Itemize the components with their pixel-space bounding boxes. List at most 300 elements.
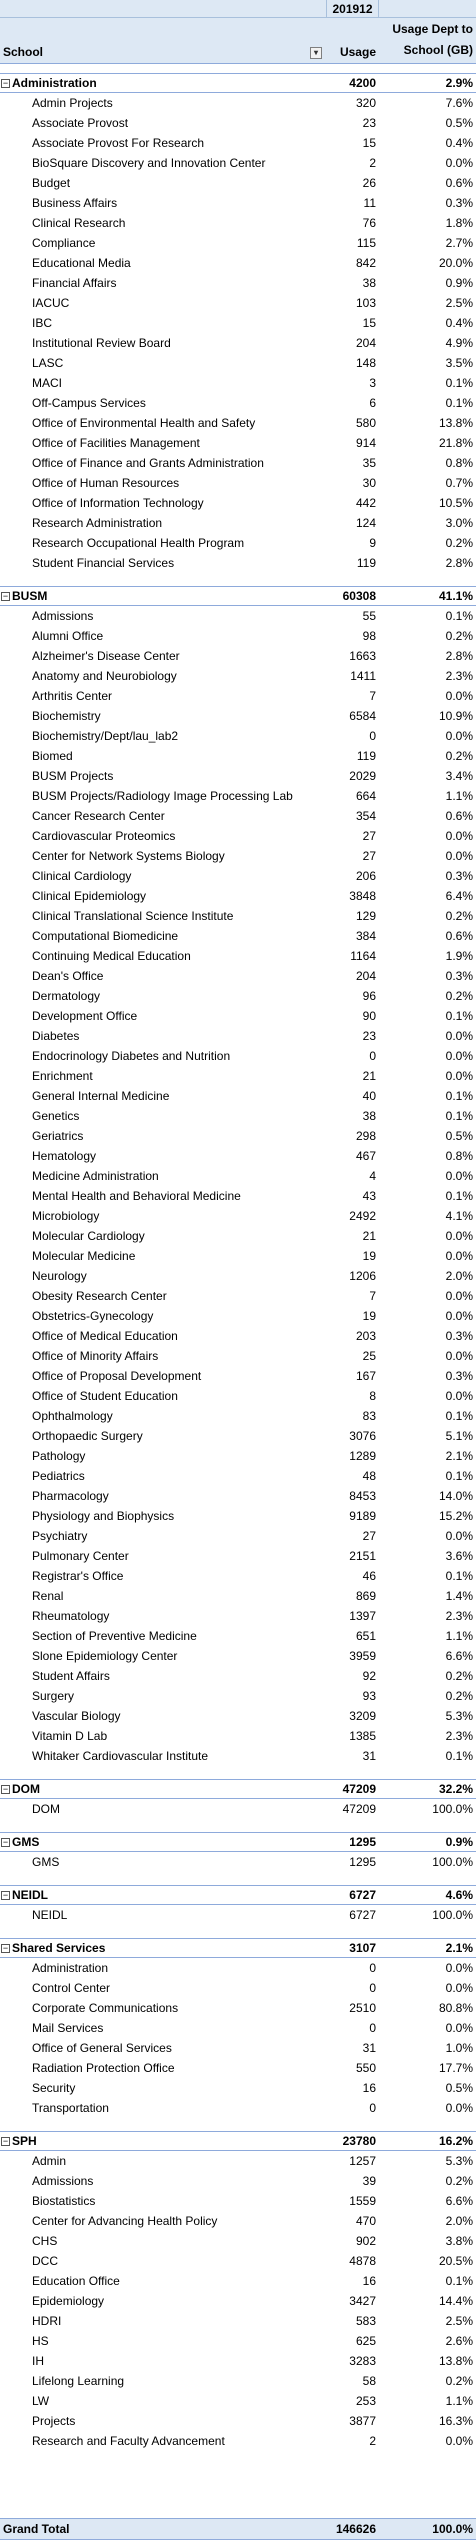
table-row: [0, 986, 476, 1006]
table-row: [0, 1706, 476, 1726]
dept-usage: 115: [356, 236, 376, 250]
dept-pct: 0.1%: [445, 1569, 473, 1583]
table-row: [0, 2038, 476, 2058]
dept-name: Arthritis Center: [32, 689, 113, 703]
group-name-cell: [0, 2132, 326, 2150]
dept-usage: 1295: [349, 1855, 376, 1869]
dept-usage: 4878: [349, 2254, 376, 2268]
dept-pct: 1.4%: [445, 1589, 473, 1603]
usage-column-header: Usage: [339, 45, 376, 59]
dept-name: Biochemistry: [32, 709, 101, 723]
dept-usage: 0: [369, 1961, 376, 1975]
dept-pct: 0.5%: [445, 2081, 473, 2095]
dept-pct: 13.8%: [438, 2354, 473, 2368]
dept-pct: 0.2%: [445, 749, 473, 763]
dept-name: Research Occupational Health Program: [32, 536, 245, 550]
table-row: [0, 1746, 476, 1766]
group-row: [0, 1832, 476, 1852]
group-pct: 2.1%: [445, 1941, 473, 1955]
dept-usage: 651: [355, 1629, 376, 1643]
table-row: [0, 413, 476, 433]
dept-usage: 55: [362, 609, 376, 623]
dept-pct: 2.0%: [445, 1269, 473, 1283]
dept-pct: 0.0%: [445, 2021, 473, 2035]
dept-name: Office of Environmental Health and Safety: [32, 416, 256, 430]
dept-pct: 0.1%: [445, 1109, 473, 1123]
dept-pct: 4.9%: [445, 336, 473, 350]
dept-name: Computational Biomedicine: [32, 929, 179, 943]
dept-pct: 5.1%: [445, 1429, 473, 1443]
table-row: [0, 1426, 476, 1446]
collapse-minus-icon[interactable]: −: [2, 2135, 9, 2146]
table-row: [0, 2171, 476, 2191]
dept-name: Alzheimer's Disease Center: [32, 649, 180, 663]
dept-pct: 4.1%: [445, 1209, 473, 1223]
dept-name: Clinical Research: [32, 216, 126, 230]
dept-name: Educational Media: [32, 256, 131, 270]
dept-pct: 0.9%: [445, 276, 473, 290]
dept-name: Office of Minority Affairs: [32, 1349, 159, 1363]
group-usage: 60308: [342, 589, 376, 603]
dept-usage: 23: [362, 1029, 376, 1043]
dept-usage: 9189: [349, 1509, 376, 1523]
dept-name: Neurology: [32, 1269, 87, 1283]
dept-usage: 2492: [349, 1209, 376, 1223]
dept-usage: 96: [362, 989, 376, 1003]
table-row: [0, 1406, 476, 1426]
group-pct: 0.9%: [445, 1835, 473, 1849]
dept-name: Projects: [32, 2414, 76, 2428]
dept-name: Hematology: [32, 1149, 97, 1163]
dept-usage: 869: [355, 1589, 376, 1603]
table-row: [0, 293, 476, 313]
dept-name: Office of Human Resources: [32, 476, 180, 490]
dept-usage: 298: [355, 1129, 376, 1143]
table-row: [0, 606, 476, 626]
table-row: [0, 946, 476, 966]
table-row: [0, 2271, 476, 2291]
dept-usage: 203: [355, 1329, 376, 1343]
dept-name: Enrichment: [32, 1069, 93, 1083]
dept-pct: 0.0%: [445, 1169, 473, 1183]
dept-pct: 6.6%: [445, 1649, 473, 1663]
table-row: [0, 1146, 476, 1166]
group-name: SPH: [12, 2134, 37, 2148]
dept-usage: 8453: [349, 1489, 376, 1503]
table-row: [0, 1852, 476, 1872]
collapse-minus-icon[interactable]: −: [2, 1942, 9, 1953]
table-row: [0, 1486, 476, 1506]
table-row: [0, 1306, 476, 1326]
dept-usage: 98: [362, 629, 376, 643]
group-row: [0, 73, 476, 93]
dept-usage: 0: [369, 1981, 376, 1995]
dept-usage: 1411: [350, 669, 376, 683]
dept-usage: 914: [355, 436, 376, 450]
dept-usage: 583: [355, 2314, 376, 2328]
group-usage: 1295: [349, 1835, 376, 1849]
dept-usage: 47209: [342, 1802, 376, 1816]
dept-name: IACUC: [32, 296, 70, 310]
table-row: [0, 1206, 476, 1226]
group-name-cell: [0, 1780, 326, 1798]
dept-pct: 0.5%: [445, 116, 473, 130]
dept-name: Orthopaedic Surgery: [32, 1429, 143, 1443]
dept-name: Whitaker Cardiovascular Institute: [32, 1749, 209, 1763]
dept-usage: 7: [369, 1289, 376, 1303]
table-row: [0, 1799, 476, 1819]
table-row: [0, 1166, 476, 1186]
dept-pct: 0.2%: [445, 909, 473, 923]
dept-name: Control Center: [32, 1981, 111, 1995]
dept-pct: 0.0%: [445, 1069, 473, 1083]
dept-name: Lifelong Learning: [32, 2374, 125, 2388]
dept-usage: 167: [355, 1369, 376, 1383]
dept-pct: 2.5%: [445, 2314, 473, 2328]
dept-usage: 3959: [349, 1649, 376, 1663]
dept-usage: 43: [362, 1189, 376, 1203]
dept-name: Biochemistry/Dept/lau_lab2: [32, 729, 179, 743]
table-row: [0, 1186, 476, 1206]
table-row: [0, 906, 476, 926]
group-pct: 32.2%: [438, 1782, 473, 1796]
dept-pct: 0.0%: [445, 689, 473, 703]
group-usage: 23780: [342, 2134, 376, 2148]
dept-pct: 0.0%: [445, 156, 473, 170]
group-row: [0, 1938, 476, 1958]
dept-name: Security: [32, 2081, 76, 2095]
dept-pct: 0.0%: [445, 1229, 473, 1243]
table-row: [0, 1586, 476, 1606]
dept-name: NEIDL: [32, 1908, 68, 1922]
group-pct: 2.9%: [445, 76, 473, 90]
dept-name: Obstetrics-Gynecology: [32, 1309, 154, 1323]
dept-name: Medicine Administration: [32, 1169, 159, 1183]
dept-pct: 0.0%: [445, 1309, 473, 1323]
table-row: [0, 453, 476, 473]
dept-pct: 0.0%: [445, 829, 473, 843]
table-row: [0, 2191, 476, 2211]
dept-usage: 384: [355, 929, 376, 943]
dept-pct: 10.5%: [438, 496, 473, 510]
dept-usage: 27: [362, 1529, 376, 1543]
dept-usage: 27: [362, 829, 376, 843]
dept-name: Office of Medical Education: [32, 1329, 178, 1343]
dept-name: Dermatology: [32, 989, 101, 1003]
table-row: [0, 213, 476, 233]
table-row: [0, 2431, 476, 2451]
dept-usage: 664: [355, 789, 376, 803]
dept-usage: 35: [362, 456, 376, 470]
dept-name: Vitamin D Lab: [32, 1729, 108, 1743]
group-name-cell: [0, 74, 326, 92]
dept-name: Research Administration: [32, 516, 163, 530]
dept-name: Development Office: [32, 1009, 138, 1023]
group-pct: 41.1%: [438, 589, 473, 603]
dept-name: Office of Finance and Grants Administration: [32, 456, 264, 470]
dept-usage: 58: [362, 2374, 376, 2388]
dept-pct: 21.8%: [438, 436, 473, 450]
table-row: [0, 726, 476, 746]
dept-pct: 5.3%: [445, 2154, 473, 2168]
table-row: [0, 2331, 476, 2351]
table-row: [0, 353, 476, 373]
dept-pct: 0.1%: [445, 1009, 473, 1023]
dept-pct: 100.0%: [432, 1802, 473, 1816]
dept-pct: 14.4%: [438, 2294, 473, 2308]
dept-name: Obesity Research Center: [32, 1289, 167, 1303]
dept-name: BioSquare Discovery and Innovation Center: [32, 156, 266, 170]
dept-pct: 0.1%: [445, 1749, 473, 1763]
dept-usage: 2: [369, 2434, 376, 2448]
dept-name: Transportation: [32, 2101, 109, 2115]
dept-name: Physiology and Biophysics: [32, 1509, 175, 1523]
table-row: [0, 1086, 476, 1106]
dept-pct: 0.0%: [445, 2101, 473, 2115]
group-name: BUSM: [12, 589, 48, 603]
dept-usage: 103: [355, 296, 376, 310]
dept-name: Geriatrics: [32, 1129, 84, 1143]
dept-pct: 1.0%: [445, 2041, 473, 2055]
collapse-minus-icon[interactable]: −: [2, 1889, 9, 1900]
collapse-minus-icon[interactable]: −: [2, 590, 9, 601]
table-row: [0, 706, 476, 726]
table-row: [0, 766, 476, 786]
table-row: [0, 866, 476, 886]
dept-usage: 0: [369, 729, 376, 743]
dept-pct: 16.3%: [438, 2414, 473, 2428]
dept-pct: 6.6%: [445, 2194, 473, 2208]
table-row: [0, 886, 476, 906]
group-row: [0, 1779, 476, 1799]
dept-usage: 4: [369, 1169, 376, 1183]
table-row: [0, 113, 476, 133]
dept-name: Corporate Communications: [32, 2001, 179, 2015]
dept-usage: 6584: [349, 709, 376, 723]
dept-usage: 19: [362, 1309, 376, 1323]
dept-usage: 0: [369, 2021, 376, 2035]
collapse-minus-icon[interactable]: −: [2, 1783, 9, 1794]
dept-pct: 0.2%: [445, 2374, 473, 2388]
table-row: [0, 533, 476, 553]
dept-name: Genetics: [32, 1109, 80, 1123]
dept-name: Off-Campus Services: [32, 396, 146, 410]
table-row: [0, 1386, 476, 1406]
table-row: [0, 1326, 476, 1346]
dept-pct: 0.4%: [445, 136, 473, 150]
dept-name: DCC: [32, 2254, 58, 2268]
table-row: [0, 2411, 476, 2431]
table-row: [0, 513, 476, 533]
dept-pct: 0.0%: [445, 849, 473, 863]
dept-usage: 8: [369, 1389, 376, 1403]
dept-name: Clinical Translational Science Institute: [32, 909, 234, 923]
dept-name: Diabetes: [32, 1029, 80, 1043]
table-row: [0, 153, 476, 173]
dept-usage: 16: [362, 2274, 376, 2288]
dept-name: IH: [32, 2354, 44, 2368]
dept-usage: 38: [362, 276, 376, 290]
group-name-cell: [0, 1833, 326, 1851]
dept-pct: 0.0%: [445, 1249, 473, 1263]
dept-usage: 7: [369, 689, 376, 703]
dept-pct: 0.1%: [445, 396, 473, 410]
collapse-minus-icon[interactable]: −: [2, 77, 9, 88]
table-row: [0, 373, 476, 393]
table-row: [0, 1266, 476, 1286]
dept-pct: 0.0%: [445, 1981, 473, 1995]
table-row: [0, 253, 476, 273]
dept-name: Center for Advancing Health Policy: [32, 2214, 218, 2228]
group-usage: 6727: [349, 1888, 376, 1902]
table-row: [0, 173, 476, 193]
dept-name: Rheumatology: [32, 1609, 110, 1623]
dept-name: Pharmacology: [32, 1489, 109, 1503]
table-row: [0, 2291, 476, 2311]
dept-pct: 0.2%: [445, 536, 473, 550]
dept-usage: 40: [362, 1089, 376, 1103]
period-label: 201912: [326, 0, 379, 17]
group-usage: 4200: [349, 76, 376, 90]
table-row: [0, 2391, 476, 2411]
group-row: [0, 1885, 476, 1905]
dept-name: Molecular Cardiology: [32, 1229, 145, 1243]
table-row: [0, 273, 476, 293]
dept-name: GMS: [32, 1855, 60, 1869]
group-name: DOM: [12, 1782, 40, 1796]
table-row: [0, 1366, 476, 1386]
dept-name: Admissions: [32, 2174, 94, 2188]
table-row: [0, 1066, 476, 1086]
dept-name: Psychiatry: [32, 1529, 88, 1543]
dept-pct: 20.0%: [438, 256, 473, 270]
dept-pct: 0.1%: [445, 1409, 473, 1423]
dept-name: Ophthalmology: [32, 1409, 113, 1423]
dept-pct: 0.3%: [445, 1329, 473, 1343]
table-row: [0, 1566, 476, 1586]
dept-name: Cardiovascular Proteomics: [32, 829, 176, 843]
table-row: [0, 1626, 476, 1646]
dept-usage: 3283: [349, 2354, 376, 2368]
group-row: [0, 586, 476, 606]
group-name-cell: [0, 1939, 326, 1957]
dept-pct: 2.3%: [445, 1609, 473, 1623]
dept-pct: 5.3%: [445, 1709, 473, 1723]
dept-name: General Internal Medicine: [32, 1089, 170, 1103]
dept-pct: 0.3%: [445, 969, 473, 983]
table-row: [0, 1346, 476, 1366]
dept-pct: 0.2%: [445, 2174, 473, 2188]
table-row: [0, 193, 476, 213]
dept-name: LASC: [32, 356, 64, 370]
dept-usage: 2: [369, 156, 376, 170]
dept-usage: 550: [355, 2061, 376, 2075]
table-row: [0, 1998, 476, 2018]
dept-usage: 3076: [349, 1429, 376, 1443]
group-usage: 47209: [342, 1782, 376, 1796]
table-row: [0, 1246, 476, 1266]
table-row: [0, 686, 476, 706]
dept-usage: 90: [362, 1009, 376, 1023]
dept-usage: 3848: [349, 889, 376, 903]
dept-name: BUSM Projects: [32, 769, 114, 783]
group-usage: 3107: [349, 1941, 376, 1955]
grand-total-label: Grand Total: [3, 2522, 70, 2536]
pct-column-header: Usage Dept to School (GB): [392, 22, 473, 57]
table-row: [0, 473, 476, 493]
dept-usage: 15: [362, 136, 376, 150]
dept-name: Associate Provost For Research: [32, 136, 205, 150]
group-name-cell: [0, 1886, 326, 1904]
dept-name: Section of Preventive Medicine: [32, 1629, 197, 1643]
dept-usage: 38: [362, 1109, 376, 1123]
table-row: [0, 233, 476, 253]
dept-usage: 124: [355, 516, 376, 530]
dept-name: Anatomy and Neurobiology: [32, 669, 177, 683]
dept-name: BUSM Projects/Radiology Image Processing Lab: [32, 789, 293, 803]
table-row: [0, 2231, 476, 2251]
collapse-minus-icon[interactable]: −: [2, 1836, 9, 1847]
dept-pct: 0.2%: [445, 629, 473, 643]
dept-usage: 2510: [349, 2001, 376, 2015]
dept-pct: 3.6%: [445, 1549, 473, 1563]
dept-usage: 625: [355, 2334, 376, 2348]
table-row: [0, 926, 476, 946]
dept-name: Surgery: [32, 1689, 75, 1703]
dept-usage: 204: [355, 969, 376, 983]
dept-name: Epidemiology: [32, 2294, 105, 2308]
table-row: [0, 2371, 476, 2391]
dept-pct: 13.8%: [438, 416, 473, 430]
table-row: [0, 493, 476, 513]
dept-usage: 119: [356, 749, 376, 763]
group-name: GMS: [12, 1835, 40, 1849]
dept-pct: 1.1%: [445, 2394, 473, 2408]
table-row: [0, 786, 476, 806]
dept-name: Associate Provost: [32, 116, 129, 130]
dept-usage: 2029: [349, 769, 376, 783]
table-row: [0, 2098, 476, 2118]
dept-pct: 2.3%: [445, 669, 473, 683]
dept-pct: 0.1%: [445, 1189, 473, 1203]
dept-usage: 1559: [349, 2194, 376, 2208]
dept-name: Student Financial Services: [32, 556, 175, 570]
dept-pct: 1.1%: [445, 1629, 473, 1643]
filter-dropdown-icon[interactable]: ▾: [310, 47, 322, 59]
dept-pct: 6.4%: [445, 889, 473, 903]
dept-name: Molecular Medicine: [32, 1249, 136, 1263]
dept-name: Center for Network Systems Biology: [32, 849, 225, 863]
table-row: [0, 846, 476, 866]
dept-pct: 0.2%: [445, 989, 473, 1003]
dept-pct: 2.8%: [445, 649, 473, 663]
table-row: [0, 433, 476, 453]
dept-usage: 26: [362, 176, 376, 190]
group-row: [0, 2131, 476, 2151]
table-row: [0, 1726, 476, 1746]
table-row: [0, 1958, 476, 1978]
dept-usage: 1206: [349, 1269, 376, 1283]
dept-name: Institutional Review Board: [32, 336, 171, 350]
dept-usage: 31: [362, 1749, 376, 1763]
dept-name: Office of Proposal Development: [32, 1369, 202, 1383]
table-row: [0, 1126, 476, 1146]
dept-usage: 442: [355, 496, 376, 510]
dept-name: Radiation Protection Office: [32, 2061, 175, 2075]
dept-name: Dean's Office: [32, 969, 104, 983]
dept-name: Admissions: [32, 609, 94, 623]
dept-pct: 3.8%: [445, 2234, 473, 2248]
